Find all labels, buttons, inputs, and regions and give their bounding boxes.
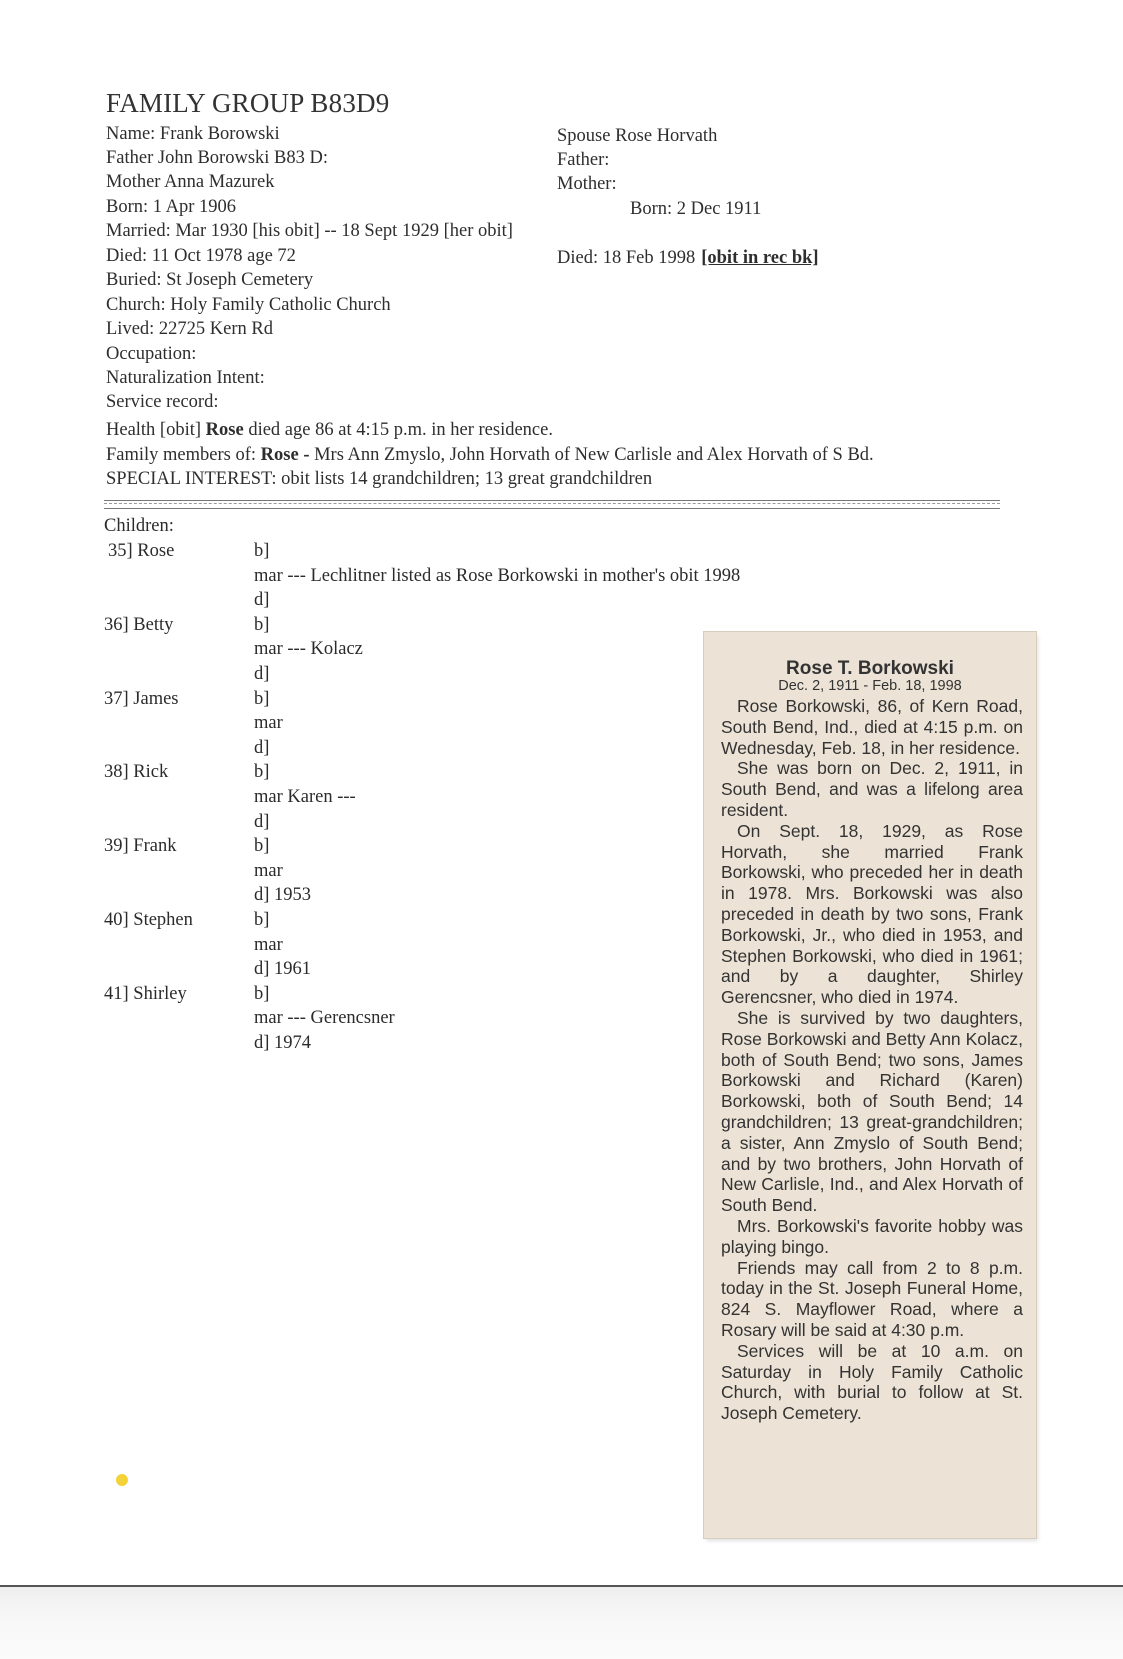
child-birth: b]	[254, 983, 270, 1004]
person-church: Church: Holy Family Catholic Church	[106, 295, 391, 315]
obituary-paragraph: Rose Borkowski, 86, of Kern Road, South Bend, Ind., died at 4:15 p.m. on Wednesday, Feb. 18, in her residence.	[721, 696, 1023, 758]
obituary-headline: Rose T. Borkowski	[786, 658, 954, 679]
child-birth: b]	[254, 836, 270, 857]
family-members-name: Rose -	[260, 445, 315, 465]
yellow-mark	[116, 1474, 128, 1486]
person-mother: Mother Anna Mazurek	[106, 172, 275, 192]
child-marriage: mar	[254, 860, 283, 881]
child-marriage: mar --- Kolacz	[254, 639, 363, 660]
family-members-text: Mrs Ann Zmyslo, John Horvath of New Carlisle and Alex Horvath of S Bd.	[314, 445, 874, 465]
person-buried: Buried: St Joseph Cemetery	[106, 270, 314, 290]
person-lived: Lived: 22725 Kern Rd	[106, 319, 273, 339]
page-title: FAMILY GROUP B83D9	[106, 88, 390, 118]
family-members-line	[106, 445, 874, 466]
child-death: d] 1953	[254, 885, 312, 906]
child-birth: b]	[254, 614, 270, 635]
obituary-body	[721, 696, 1023, 1424]
obit-record-link[interactable]: [obit in rec bk]	[701, 248, 819, 268]
spouse-mother: Mother:	[557, 174, 617, 194]
child-name: 40] Stephen	[104, 910, 193, 930]
children-heading: Children:	[104, 516, 174, 536]
spouse-died: Died: 18 Feb 1998	[557, 248, 696, 268]
obituary-paragraph: Services will be at 10 a.m. on Saturday in Holy Family Catholic Church, with burial to follow at St. Joseph Cemetery.	[721, 1340, 1023, 1424]
obituary-paragraph: She was born on Dec. 2, 1911, in South Bend, and was a lifelong area resident.	[721, 758, 1023, 820]
person-service-record: Service record:	[106, 392, 219, 412]
spouse-born: Born: 2 Dec 1911	[630, 199, 762, 219]
obituary-paragraph: On Sept. 18, 1929, as Rose Horvath, she married Frank Borkowski, who preceded her in death in 1978. Mrs. Borkowski was also preceded in death by two sons, Frank Borkowski, Jr., who died in 1953, and Stephen Borkowski, who died in 1961; and by a daughter, Shirley Gerencsner, who died in 1974.	[721, 820, 1023, 1008]
obituary-paragraph: Mrs. Borkowski's favorite hobby was playing bingo.	[721, 1215, 1023, 1257]
child-name: 39] Frank	[104, 836, 177, 857]
child-birth: b]	[254, 688, 270, 709]
child-marriage: mar Karen ---	[254, 787, 356, 807]
special-interest: SPECIAL INTEREST: obit lists 14 grandchildren; 13 great grandchildren	[106, 469, 653, 489]
child-death: d] 1974	[254, 1033, 312, 1053]
obituary-dates: Dec. 2, 1911 - Feb. 18, 1998	[778, 678, 962, 694]
child-death: d]	[254, 737, 270, 758]
person-born: Born: 1 Apr 1906	[106, 197, 237, 217]
person-naturalization: Naturalization Intent:	[106, 368, 265, 388]
child-name: 38] Rick	[104, 762, 169, 783]
child-death: d]	[254, 664, 270, 684]
child-name: 41] Shirley	[104, 983, 187, 1004]
child-birth: b]	[254, 762, 270, 783]
child-name: 36] Betty	[104, 614, 174, 635]
obituary-paragraph: She is survived by two daughters, Rose Borkowski and Betty Ann Kolacz, both of South Bend; two sons, James Borkowski and Richard (Karen) Borkowski, both of South Bend; 14 grandchildren; 13 great-grandchildren; a sister, Ann Zmyslo of South Bend; and by two brothers, John Horvath of New Carlisle, Ind., and Alex Horvath of South Bend.	[721, 1007, 1023, 1216]
child-birth: b]	[254, 910, 270, 930]
obituary-paragraph: Friends may call from 2 to 8 p.m. today in the St. Joseph Funeral Home, 824 S. Mayflower Road, where a Rosary will be said at 4:30 p.m.	[721, 1257, 1023, 1340]
child-death: d]	[254, 590, 270, 611]
person-father: Father John Borowski B83 D:	[106, 148, 328, 168]
health-text: died age 86 at 4:15 p.m. in her residence.	[243, 420, 553, 440]
child-death: d]	[254, 811, 270, 832]
person-died: Died: 11 Oct 1978 age 72	[106, 246, 296, 266]
child-name: 35] Rose	[108, 541, 175, 561]
spouse-name: Spouse Rose Horvath	[557, 126, 718, 146]
obituary-clipping	[704, 632, 1036, 1538]
scanner-edge	[0, 1585, 1123, 1659]
child-birth: b]	[254, 541, 270, 561]
health-name: Rose	[205, 420, 244, 440]
spouse-died-line	[557, 248, 819, 269]
person-occupation: Occupation:	[106, 344, 197, 364]
health-line	[106, 420, 553, 441]
person-married: Married: Mar 1930 [his obit] -- 18 Sept 1929 [her obit]	[106, 221, 513, 241]
person-name: Name: Frank Borowski	[106, 124, 280, 144]
child-death: d] 1961	[254, 959, 312, 980]
child-marriage: mar	[254, 934, 283, 955]
section-divider	[104, 500, 1000, 509]
spouse-father: Father:	[557, 150, 610, 170]
child-marriage: mar --- Gerencsner	[254, 1008, 395, 1029]
child-marriage: mar	[254, 713, 283, 734]
child-name: 37] James	[104, 688, 179, 709]
child-marriage: mar --- Lechlitner listed as Rose Borkowski in mother's obit 1998	[254, 565, 741, 586]
health-prefix: Health [obit]	[106, 420, 206, 440]
family-members-prefix: Family members of:	[106, 445, 261, 465]
